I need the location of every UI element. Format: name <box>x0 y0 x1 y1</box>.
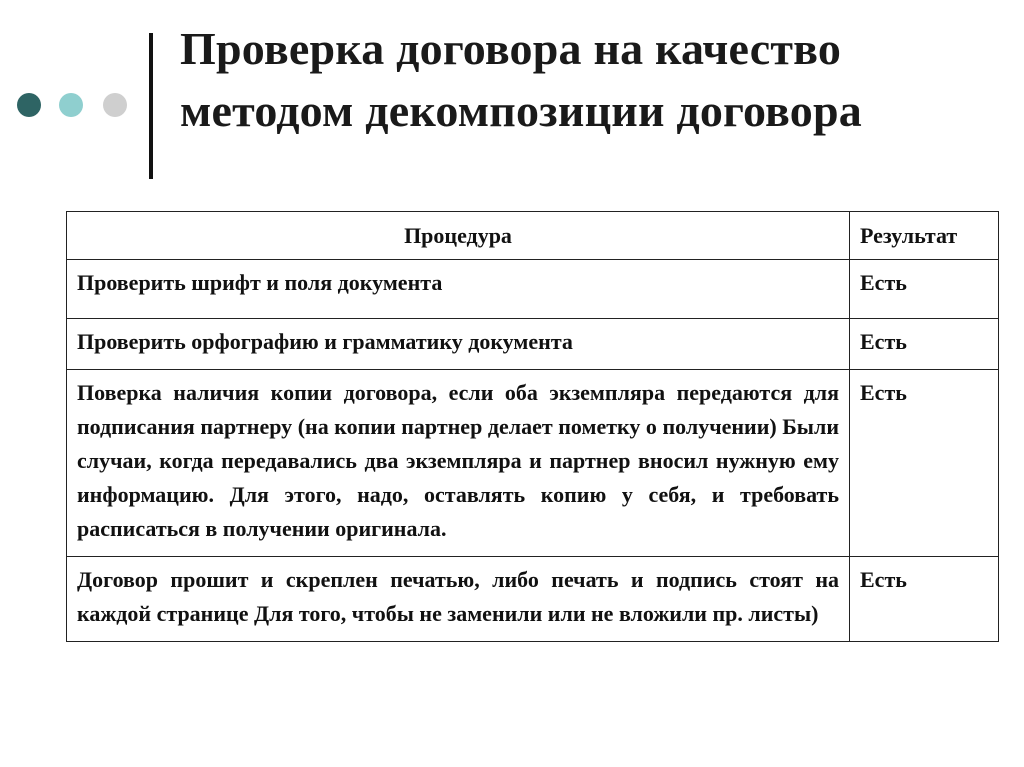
result-cell: Есть <box>850 260 999 319</box>
procedure-table-container <box>66 211 999 642</box>
table-row <box>67 557 999 642</box>
accent-dot-dark <box>17 93 41 117</box>
table-row <box>67 319 999 370</box>
header-result: Результат <box>850 212 999 260</box>
procedure-cell: Договор прошит и скреплен печатью, либо печать и подпись стоят на каждой странице Для того, чтобы не заменили или не вложили пр. листы) <box>67 557 850 642</box>
table-header-row <box>67 212 999 260</box>
title-divider <box>149 33 153 179</box>
result-cell: Есть <box>850 319 999 370</box>
slide-title: Проверка договора на качество методом декомпозиции договора <box>180 23 862 136</box>
procedure-cell: Поверка наличия копии договора, если оба экземпляра передаются для подписания партнеру (на копии партнер делает пометку о получении) Были случаи, когда передавались два экземпляра и партнер вносил нужную ему информацию. Для этого, надо, оставлять копию у себя, и требовать расписаться в получении оригинала. <box>67 370 850 557</box>
procedure-cell: Проверить шрифт и поля документа <box>67 260 850 319</box>
result-cell: Есть <box>850 370 999 557</box>
accent-dot-gray <box>103 93 127 117</box>
table-row <box>67 260 999 319</box>
accent-dot-teal <box>59 93 83 117</box>
procedure-table <box>66 211 999 642</box>
header-procedure: Процедура <box>67 212 850 260</box>
result-cell: Есть <box>850 557 999 642</box>
procedure-cell: Проверить орфографию и грамматику документа <box>67 319 850 370</box>
table-row <box>67 370 999 557</box>
